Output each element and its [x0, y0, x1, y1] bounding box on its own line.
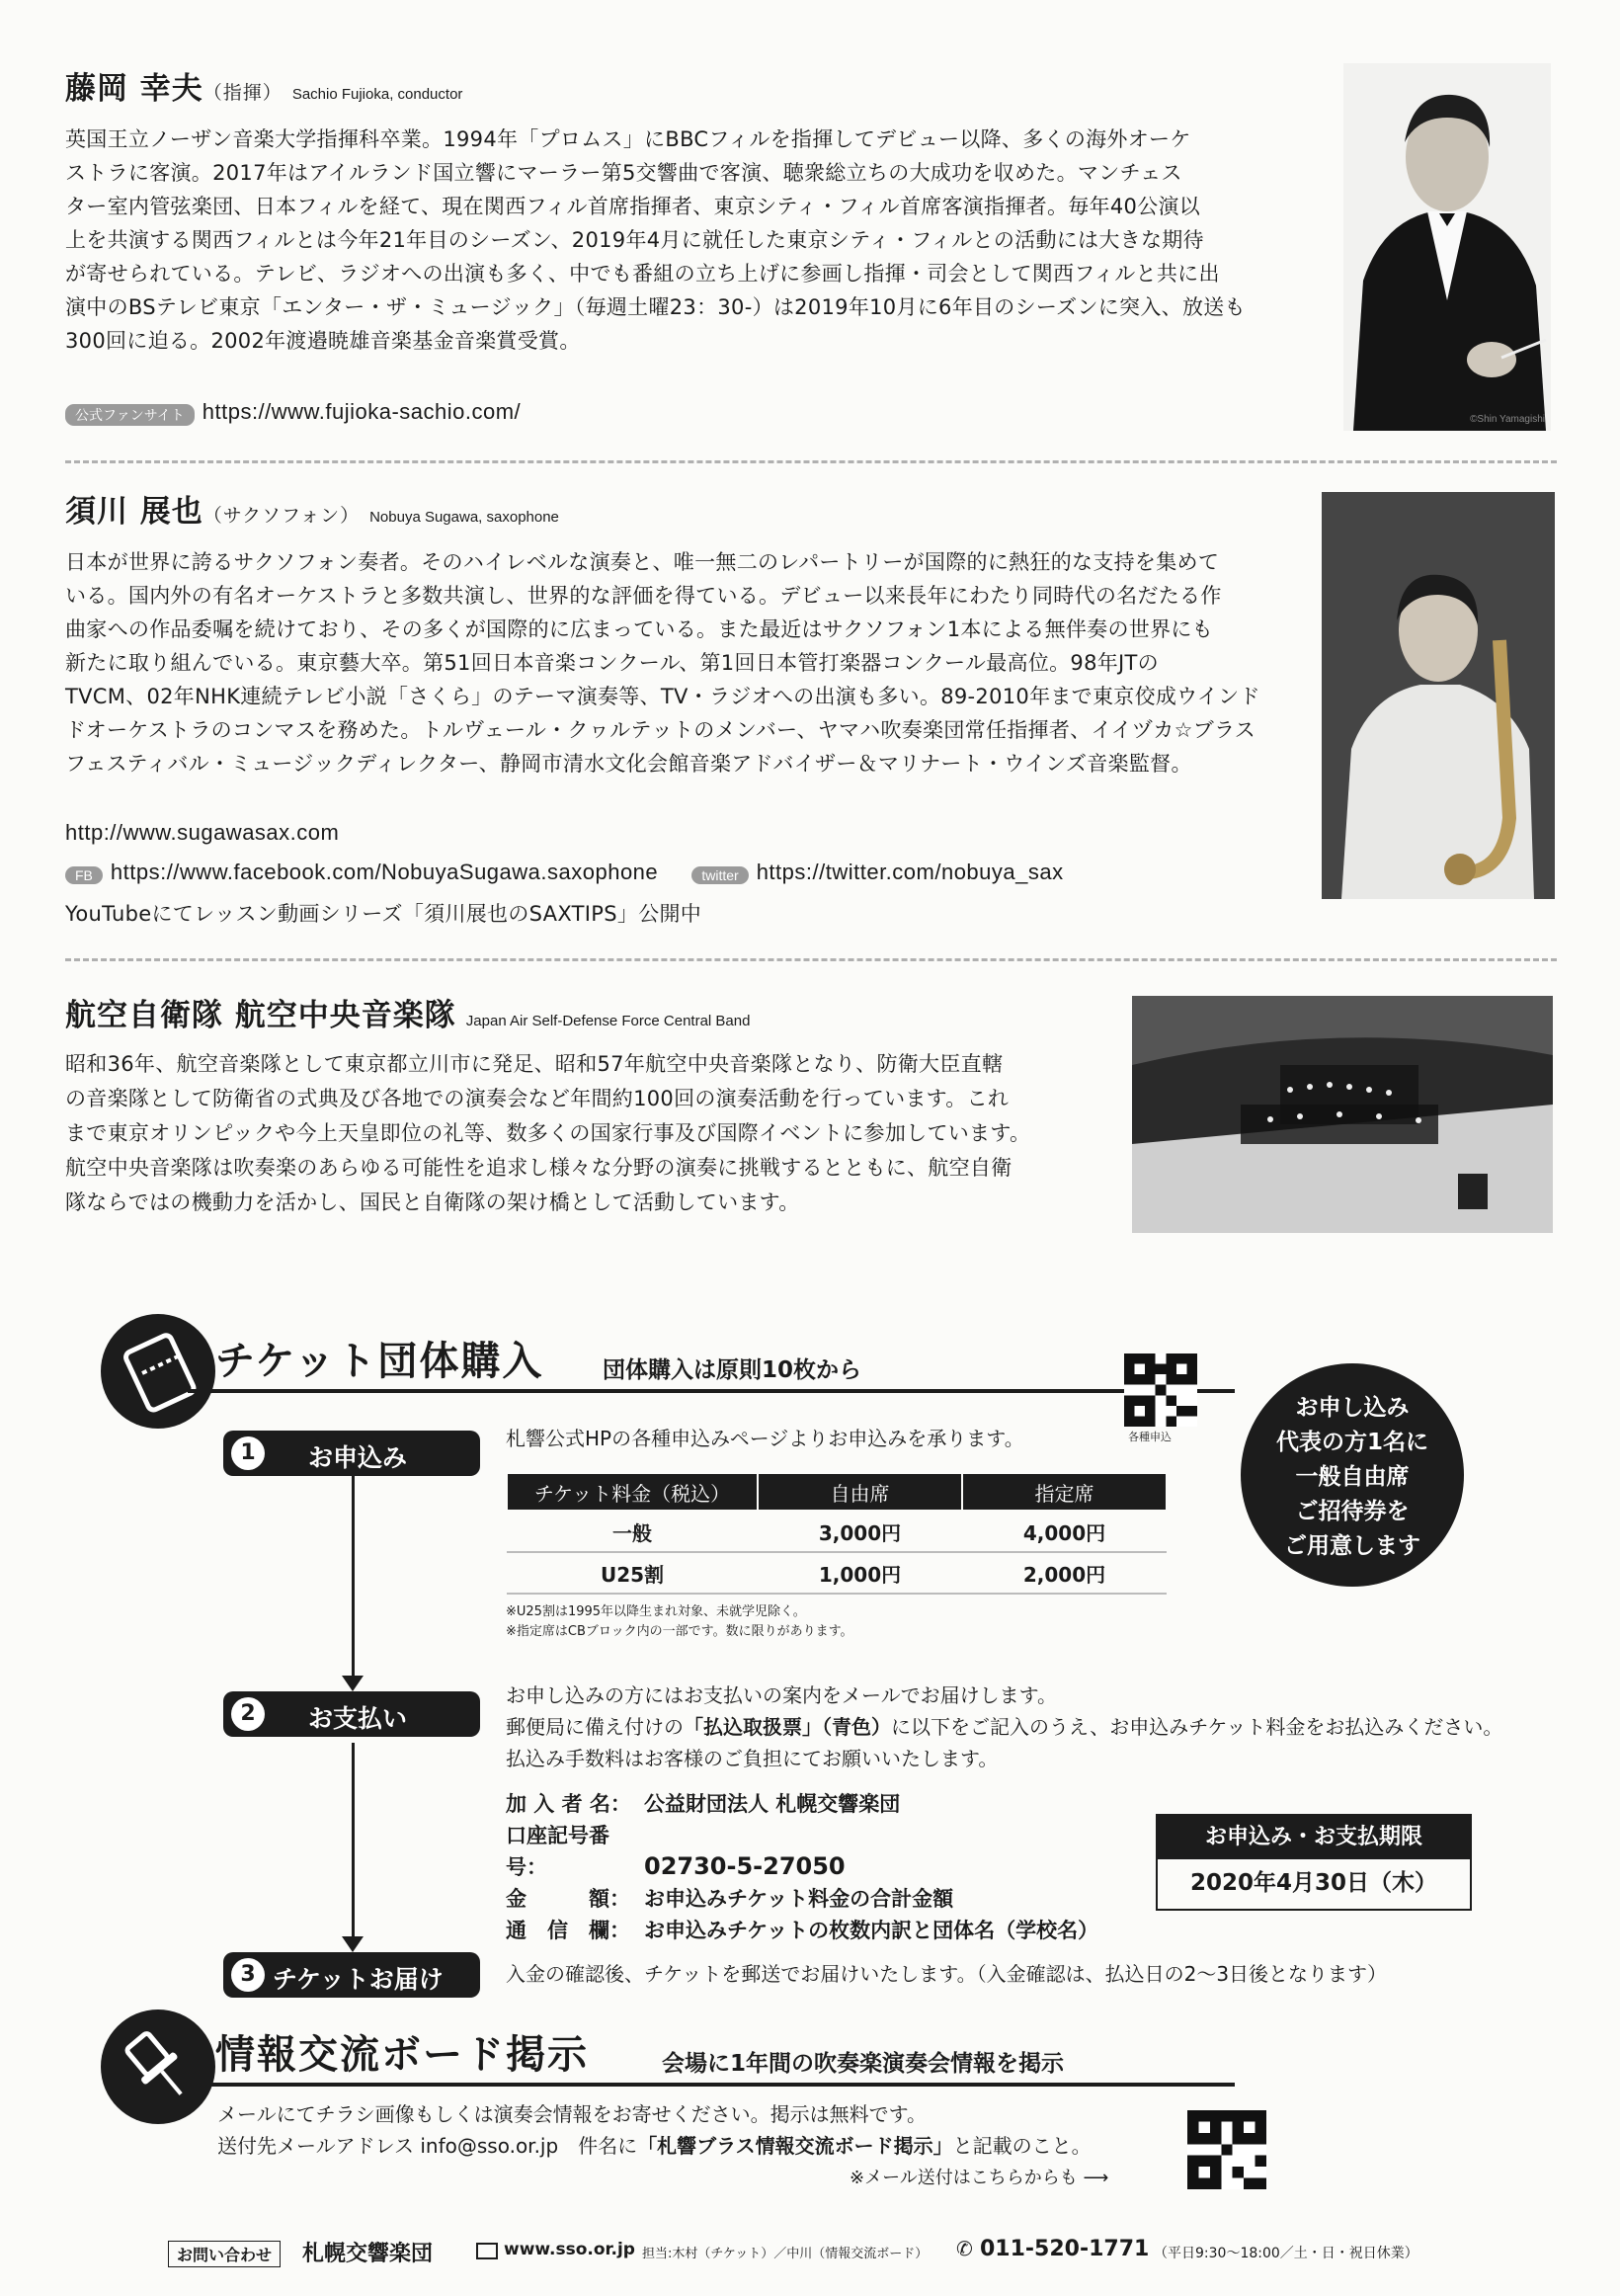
price-cell: 2,000円 — [962, 1552, 1167, 1594]
youtube-note: YouTubeにてレッスン動画シリーズ「須川展也のSAXTIPS」公開中 — [65, 902, 702, 926]
bio-line: が寄せられている。テレビ、ラジオへの出演も多く、中でも番組の立ち上げに参画し指揮・司会として関西フィルと共に出 — [65, 262, 1220, 286]
deadline-date: 2020年4月30日（木） — [1189, 1870, 1438, 1896]
photo-credit: ©Shin Yamagishi — [1470, 414, 1545, 425]
qr-caption: 各種申込 — [1128, 1431, 1172, 1443]
step-label: お申込み — [308, 1443, 408, 1472]
ticket-title-bar — [188, 1330, 1235, 1393]
fujioka-en: Sachio Fujioka, conductor — [291, 86, 463, 103]
sugawa-bio — [65, 545, 1310, 780]
bio-line: 日本が世界に誇るサクソフォン奏者。そのハイレベルな演奏と、唯一無二のレパートリーが国際的に熱狂的な支持を集めて — [65, 550, 1220, 574]
qr-code-icon — [1187, 2110, 1266, 2189]
fujioka-role: （指揮） — [202, 82, 283, 104]
note-line: ※U25割は1995年以降生まれ対象、未就学児除く。 — [506, 1604, 806, 1619]
step-2-text — [506, 1680, 1573, 1774]
circle-line: ご招待券を — [1295, 1499, 1410, 1524]
form-name: 「払込取扱票」（青色） — [684, 1715, 891, 1739]
step-1-text: 札響公式HPの各種申込みページよりお申込みを承ります。 — [506, 1427, 1024, 1450]
bank-row — [506, 1788, 1098, 1820]
sugawa-role: （サクソフォン） — [202, 505, 361, 527]
footer-phone[interactable]: 011-520-1771 — [980, 2237, 1150, 2261]
flow-arrow-icon — [342, 1936, 364, 1952]
bank-value: 02730-5-27050 — [644, 1852, 846, 1880]
band-heading — [65, 990, 750, 1034]
price-header: 自由席 — [758, 1473, 962, 1511]
board-mail-note: ※メール送付はこちらからも ⟶ — [850, 2168, 1109, 2188]
bio-line: フェスティバル・ミュージックディレクター、静岡市清水文化会館音楽アドバイザー＆マリナート・ウインズ音楽監督。 — [65, 752, 1192, 776]
twitter-badge: twitter — [691, 866, 748, 884]
deadline-box — [1156, 1814, 1472, 1911]
band-photo — [1132, 996, 1553, 1233]
bio-line: まで東京オリンピックや今上天皇即位の礼等、数多くの国家行事及び国際イベントに参加しています。 — [65, 1121, 1031, 1145]
bio-line: いる。国内外の有名オーケストラと多数共演し、世界的な評価を得ている。デビュー以来長年にわたり同時代の名だたる作 — [65, 584, 1222, 608]
circle-line: お申し込み — [1295, 1395, 1410, 1421]
concert-hall-icon — [1132, 996, 1553, 1233]
step-number: 1 — [231, 1436, 265, 1470]
step-label: お支払い — [308, 1704, 408, 1733]
board-line: メールにてチラシ画像もしくは演奏会情報をお寄せください。掲示は無料です。 — [217, 2102, 927, 2126]
bank-key: 加 入 者 名： — [506, 1792, 631, 1816]
text-fragment: に以下をご記入のうえ、お申込みチケット料金をお払込みください。 — [891, 1715, 1503, 1739]
bio-line: 新たに取り組んでいる。東京藝大卒。第51回日本音楽コンクール、第1回日本管打楽器コンクール最高位。98年JTの — [65, 651, 1159, 675]
price-notes — [506, 1602, 853, 1642]
board-text — [217, 2098, 1205, 2162]
flow-line — [352, 1743, 355, 1948]
circle-line: ご用意します — [1284, 1533, 1420, 1559]
step-2-label-box — [223, 1691, 480, 1737]
flow-arrow-icon — [342, 1676, 364, 1691]
qr-code-icon — [1124, 1353, 1197, 1427]
bio-line: 航空中央音楽隊は吹奏楽のあらゆる可能性を追求し様々な分野の演奏に挑戦するとともに、航空自衛 — [65, 1156, 1012, 1180]
table-row — [507, 1511, 1167, 1552]
ticket-title: チケット団体購入 — [215, 1339, 544, 1384]
sugawa-site-link[interactable]: http://www.sugawasax.com — [65, 820, 340, 845]
flow-line — [352, 1472, 355, 1687]
bank-value: お申込みチケットの枚数内訳と団体名（学校名） — [644, 1919, 1099, 1942]
price-cell: 一般 — [507, 1511, 758, 1552]
sugawa-social-row — [65, 860, 1349, 885]
board-line — [217, 2130, 1205, 2162]
bank-value: お申込みチケット料金の合計金額 — [644, 1887, 954, 1911]
step-number: 3 — [231, 1958, 265, 1992]
facebook-link[interactable]: https://www.facebook.com/NobuyaSugawa.saxophone — [110, 860, 659, 884]
bio-line: 演中のBSテレビ東京「エンター・ザ・ミュージック」（毎週土曜23：30-）は2019年10月に6年目のシーズンに突入、放送も — [65, 295, 1246, 319]
circle-line: 一般自由席 — [1295, 1464, 1410, 1490]
board-title-bar — [188, 2023, 1235, 2087]
text-fragment: 送付先メールアドレス info@sso.or.jp 件名に — [217, 2134, 638, 2158]
saxophonist-portrait-icon — [1322, 492, 1555, 899]
step-2-line: お申し込みの方にはお支払いの案内をメールでお届けします。 — [506, 1683, 1057, 1707]
price-header: チケット料金（税込） — [507, 1473, 758, 1511]
price-cell: U25割 — [507, 1552, 758, 1594]
invitation-circle — [1241, 1363, 1464, 1587]
bio-line: 隊ならではの機動力を活かし、国民と自衛隊の架け橋として活動しています。 — [65, 1190, 800, 1214]
fujioka-bio — [65, 123, 1320, 358]
price-cell: 1,000円 — [758, 1552, 962, 1594]
text-fragment: 郵便局に備え付けの — [506, 1715, 684, 1739]
sugawa-name: 須川 展也 — [65, 494, 203, 530]
conductor-portrait-icon — [1343, 63, 1551, 431]
bio-line: ストラに客演。2017年はアイルランド国立響にマーラー第5交響曲で客演、聴衆総立ちの大成功を収めた。マンチェス — [65, 161, 1182, 185]
price-cell: 3,000円 — [758, 1511, 962, 1552]
bank-row — [506, 1915, 1098, 1946]
fan-site-badge: 公式ファンサイト — [65, 404, 195, 426]
ticket-qr-code[interactable] — [1124, 1353, 1197, 1427]
fujioka-photo — [1343, 63, 1551, 431]
bank-details — [506, 1788, 1098, 1946]
fujioka-site-row — [65, 399, 521, 426]
board-title: 情報交流ボード掲示 — [215, 2032, 589, 2078]
fujioka-site-link[interactable]: https://www.fujioka-sachio.com/ — [202, 399, 522, 424]
fujioka-heading — [65, 63, 462, 108]
price-table — [506, 1472, 1168, 1595]
bio-line: 上を共演する関西フィルとは今年21年目のシーズン、2019年4月に就任した東京シティ・フィルとの活動には大きな期待 — [65, 228, 1204, 252]
step-3-label-box — [223, 1952, 480, 1998]
monitor-icon — [476, 2243, 498, 2259]
circle-line: 代表の方1名に — [1275, 1430, 1428, 1455]
footer-web[interactable]: www.sso.or.jp — [504, 2240, 635, 2259]
step-label: チケットお届け — [273, 1965, 444, 1994]
sugawa-photo — [1322, 492, 1555, 899]
band-name: 航空自衛隊 航空中央音楽隊 — [65, 998, 456, 1033]
band-bio — [65, 1047, 1142, 1220]
contact-label: お問い合わせ — [168, 2241, 281, 2267]
bio-line: TVCM、02年NHK連続テレビ小説「さくら」のテーマ演奏等、TV・ラジオへの出演も多い。89-2010年まで東京佼成ウインド — [65, 685, 1260, 708]
bio-line: の音楽隊として防衛省の式典及び各地での演奏会など年間約100回の演奏活動を行っています。これ — [65, 1087, 1010, 1110]
divider — [65, 958, 1557, 961]
ticket-subtitle: 団体購入は原則10枚から — [603, 1357, 862, 1383]
step-1-label-box — [223, 1431, 480, 1476]
band-en: Japan Air Self-Defense Force Central Band — [465, 1013, 751, 1029]
bank-row — [506, 1820, 1098, 1883]
divider — [65, 460, 1557, 463]
facebook-badge: FB — [65, 866, 103, 884]
twitter-link[interactable]: https://twitter.com/nobuya_sax — [756, 860, 1064, 884]
footer-hours: （平日9:30～18:00／土・日・祝日休業） — [1154, 2246, 1418, 2261]
deadline-label: お申込み・お支払期限 — [1158, 1816, 1470, 1859]
bank-key: 口座記号番号： — [506, 1824, 609, 1879]
bio-line: 300回に迫る。2002年渡邉暁雄音楽基金音楽賞受賞。 — [65, 329, 581, 353]
bank-key: 金 額： — [506, 1887, 630, 1911]
footer-org: 札幌交響楽団 — [302, 2242, 434, 2266]
fujioka-name: 藤岡 幸夫 — [65, 71, 203, 107]
note-line: ※指定席はCBブロック内の一部です。数に限りがあります。 — [506, 1624, 853, 1639]
table-row — [507, 1552, 1167, 1594]
price-cell: 4,000円 — [962, 1511, 1167, 1552]
subject-name: 「札響ブラス情報交流ボード掲示」 — [637, 2134, 953, 2158]
sugawa-heading — [65, 486, 559, 531]
board-subtitle: 会場に1年間の吹奏楽演奏会情報を掲示 — [662, 2051, 1065, 2077]
board-qr-code[interactable] — [1187, 2110, 1266, 2189]
sugawa-en: Nobuya Sugawa, saxophone — [369, 509, 559, 526]
bio-line: 昭和36年、航空音楽隊として東京都立川市に発足、昭和57年航空中央音楽隊となり、防衛大臣直轄 — [65, 1052, 1004, 1076]
bio-line: ター室内管弦楽団、日本フィルを経て、現在関西フィル首席指揮者、東京シティ・フィル首席客演指揮者。毎年40公演以 — [65, 195, 1201, 218]
step-3-text: 入金の確認後、チケットを郵送でお届けいたします。（入金確認は、払込日の2～3日後となります） — [506, 1962, 1388, 1986]
price-header: 指定席 — [962, 1473, 1167, 1511]
step-2-line — [506, 1711, 1573, 1743]
bio-line: 曲家への作品委嘱を続けており、その多くが国際的に広まっている。また最近はサクソフォン1本による無伴奏の世界にも — [65, 617, 1213, 641]
phone-icon: ✆ — [956, 2237, 973, 2260]
step-number: 2 — [231, 1697, 265, 1731]
step-2-line: 払込み手数料はお客様のご負担にてお願いいたします。 — [506, 1747, 999, 1770]
footer — [168, 2235, 1452, 2274]
bank-value: 公益財団法人 札幌交響楽団 — [644, 1792, 901, 1816]
bio-line: ドオーケストラのコンマスを務めた。トルヴェール・クヮルテットのメンバー、ヤマハ吹奏楽団常任指揮者、イイヅカ☆ブラス — [65, 718, 1256, 742]
bio-line: 英国王立ノーザン音楽大学指揮科卒業。1994年「プロムス」にBBCフィルを指揮してデビュー以降、多くの海外オーケ — [65, 127, 1191, 151]
bank-key: 通 信 欄： — [506, 1919, 630, 1942]
footer-staff: 担当:木村（チケット）／中川（情報交流ボード） — [642, 2247, 929, 2261]
text-fragment: と記載のこと。 — [952, 2134, 1092, 2158]
bank-row — [506, 1883, 1098, 1915]
